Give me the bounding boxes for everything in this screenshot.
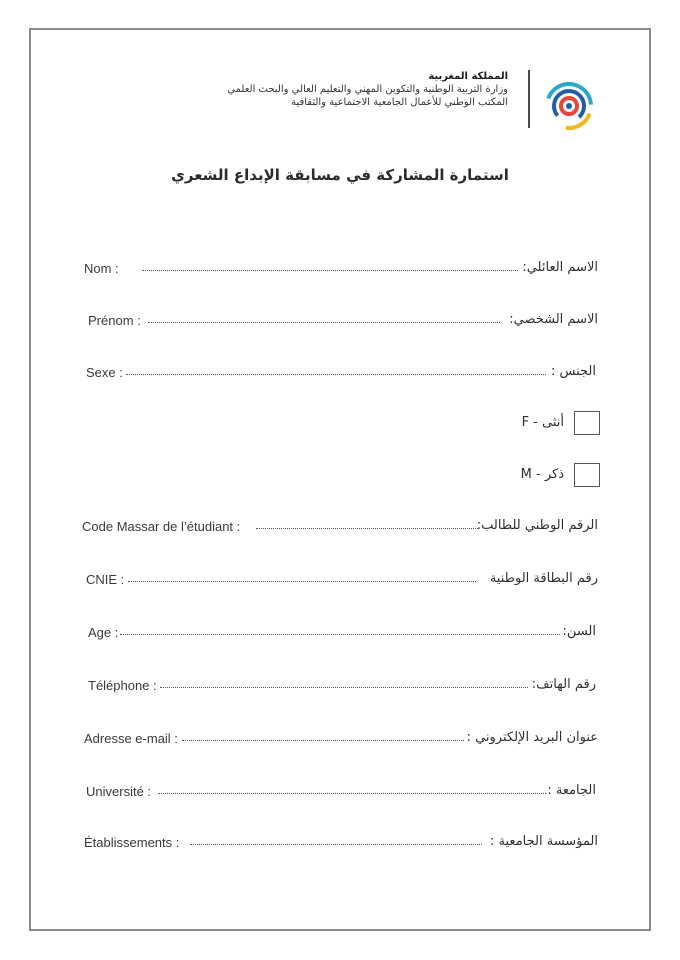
field-label-fr: Nom : [84, 261, 119, 276]
field-input-telephone[interactable] [160, 687, 528, 688]
field-label-ar: المؤسسة الجامعية : [490, 834, 598, 849]
field-input-etablissements[interactable] [190, 844, 482, 845]
gender-option-male [470, 463, 600, 491]
field-row-sexe [0, 362, 680, 386]
field-input-age[interactable] [120, 634, 560, 635]
field-label-fr: Age : [88, 625, 119, 640]
header-institution [227, 70, 508, 109]
field-input-universite[interactable] [158, 793, 546, 794]
field-label-ar: السن: [562, 624, 596, 639]
gender-option-female [470, 411, 600, 439]
field-label-fr: Sexe : [86, 365, 123, 380]
field-label-ar: الجنس : [551, 364, 596, 379]
female-checkbox[interactable] [574, 411, 600, 435]
field-row-etablissements [0, 832, 680, 856]
field-row-nom [0, 258, 680, 282]
field-row-universite [0, 781, 680, 805]
field-label-ar: الجامعة : [547, 783, 596, 798]
field-label-fr: Adresse e-mail : [84, 731, 178, 746]
field-label-ar: رقم البطاقة الوطنية [489, 571, 598, 586]
field-label-fr: Prénom : [88, 313, 141, 328]
field-label-ar: الاسم العائلي: [522, 260, 598, 275]
form-title: استمارة المشاركة في مسابقة الإبداع الشعري [171, 166, 509, 184]
field-row-email [0, 728, 680, 752]
gender-option-label: ذكر - M [520, 467, 564, 482]
ministry-name: وزارة التربية الوطنية والتكوين المهني والتعليم العالي والبحث العلمي [227, 84, 508, 95]
gender-option-label: أنثى - F [521, 415, 564, 430]
office-name: المكتب الوطني للأعمال الجامعية الاجتماعية والثقافية [291, 97, 508, 108]
field-dots-sexe [126, 374, 546, 375]
field-row-telephone [0, 675, 680, 699]
field-label-ar: الاسم الشخصي: [509, 312, 598, 327]
field-label-ar: عنوان البريد الإلكتروني : [466, 730, 598, 745]
field-input-cnie[interactable] [128, 581, 476, 582]
field-label-fr: CNIE : [86, 572, 125, 587]
field-label-ar: الرقم الوطني للطالب: [476, 518, 598, 533]
field-row-age [0, 622, 680, 646]
field-input-massar[interactable] [256, 528, 478, 529]
field-input-email[interactable] [182, 740, 464, 741]
field-row-prenom [0, 310, 680, 334]
field-input-prenom[interactable] [148, 322, 500, 323]
field-label-fr: Université : [86, 784, 152, 799]
field-label-fr: Code Massar de l’étudiant : [82, 519, 241, 534]
field-label-fr: Téléphone : [88, 678, 157, 693]
header-divider [528, 70, 530, 128]
field-row-massar [0, 516, 680, 540]
onousc-logo-icon [541, 76, 601, 136]
field-row-cnie [0, 569, 680, 593]
kingdom-name: المملكة المغربية [428, 71, 508, 82]
male-checkbox[interactable] [574, 463, 600, 487]
field-input-nom[interactable] [142, 270, 518, 271]
field-label-ar: رقم الهاتف: [531, 677, 596, 692]
field-label-fr: Établissements : [84, 835, 180, 850]
